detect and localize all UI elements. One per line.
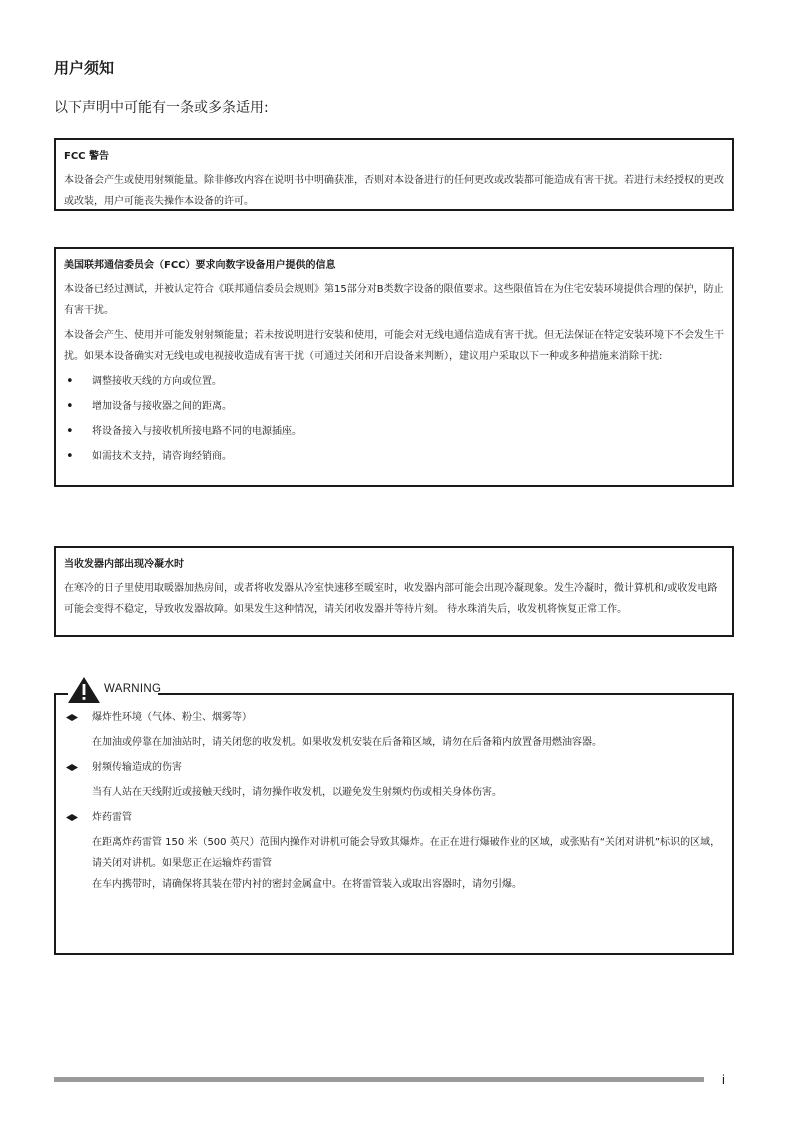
bullet-icon: •: [66, 399, 74, 414]
list-item-text: 增加设备与接收器之间的距离。: [92, 401, 232, 412]
fcc-info-box: [54, 247, 734, 487]
list-item-text: 调整接收天线的方向或位置。: [92, 376, 222, 387]
fcc-info-title: 美国联邦通信委员会（FCC）要求向数字设备用户提供的信息: [64, 260, 336, 271]
warning-border-right: [158, 693, 734, 695]
warning-item-heading: 射频传输造成的伤害: [92, 762, 182, 773]
warning-item-heading: 爆炸性环境（气体、粉尘、烟雾等）: [92, 712, 252, 723]
page-title: 用户须知: [54, 59, 115, 77]
bullet-icon: •: [66, 449, 74, 464]
list-item-text: 将设备接入与接收机所接电路不同的电源插座。: [92, 426, 302, 437]
bullet-icon: •: [66, 374, 74, 389]
warning-item-text: 在距离炸药雷管 150 米（500 英尺）范围内操作对讲机可能会导致其爆炸。在正在进行爆破作业的区域，或张贴有“关闭对讲机”标识的区域，请关闭对讲机。如果您正在运输炸药雷管: [92, 837, 721, 869]
condensation-box: [54, 546, 734, 637]
list-item: [64, 421, 724, 442]
warning-header: [66, 676, 161, 704]
fcc-info-para-1: 本设备已经过测试，并被认定符合《联邦通信委员会规则》第15部分对B类数字设备的限值要求。这些限值旨在为住宅安装环境提供合理的保护，防止有害干扰。: [64, 284, 724, 316]
fcc-info-para-2: 本设备会产生、使用并可能发射射频能量；若未按说明进行安装和使用，可能会对无线电通信造成有害干扰。但无法保证在特定安装环境下不会发生干扰。如果本设备确实对无线电或电视接收造成有害干扰（可通过关闭和开启设备来判断），建议用户采取以下一种或多种措施来消除干扰:: [64, 330, 724, 362]
list-item-text: 如需技术支持，请咨询经销商。: [92, 451, 232, 462]
warning-triangle-icon: [66, 676, 102, 704]
diamond-arrow-icon: [66, 814, 78, 821]
list-item: [64, 446, 724, 467]
fcc-warning-text: 本设备会产生或使用射频能量。除非修改内容在说明书中明确获准，否则对本设备进行的任何更改或改装都可能造成有害干扰。若进行未经授权的更改或改装，用户可能丧失操作本设备的许可。: [64, 175, 724, 207]
condensation-title: 当收发器内部出现冷凝水时: [64, 559, 184, 570]
warning-item: [64, 707, 724, 728]
footer-bar: [54, 1077, 704, 1082]
warning-item-text: 在加油或停靠在加油站时，请关闭您的收发机。如果收发机安装在后备箱区域，请勿在后备箱内放置备用燃油容器。: [92, 737, 602, 748]
warning-item: [64, 757, 724, 778]
diamond-arrow-icon: [66, 764, 78, 771]
warning-item: [64, 807, 724, 828]
diamond-arrow-icon: [66, 714, 78, 721]
warning-item-text: 在车内携带时，请确保将其装在带内衬的密封金属盒中。在将雷管装入或取出容器时，请勿引爆。: [92, 879, 522, 890]
fcc-warning-title: FCC 警告: [64, 151, 109, 162]
list-item: [64, 371, 724, 392]
bullet-icon: •: [66, 424, 74, 439]
page-number: i: [722, 1072, 725, 1087]
warning-label: WARNING: [104, 683, 162, 695]
warning-box: [54, 683, 734, 955]
list-item: [64, 396, 724, 417]
page-subtitle: 以下声明中可能有一条或多条适用:: [54, 100, 269, 116]
fcc-warning-box: [54, 138, 734, 211]
warning-item-heading: 炸药雷管: [92, 812, 132, 823]
warning-item-text: 当有人站在天线附近或接触天线时，请勿操作收发机，以避免发生射频灼伤或相关身体伤害。: [92, 787, 502, 798]
condensation-text: 在寒冷的日子里使用取暖器加热房间，或者将收发器从冷室快速移至暖室时，收发器内部可能会出现冷凝现象。发生冷凝时，微计算机和/或收发电路可能会变得不稳定，导致收发器故障。如果发生这种情况，请关闭收发器并等待片刻。 待水珠消失后，收发机将恢复正常工作。: [64, 583, 718, 615]
